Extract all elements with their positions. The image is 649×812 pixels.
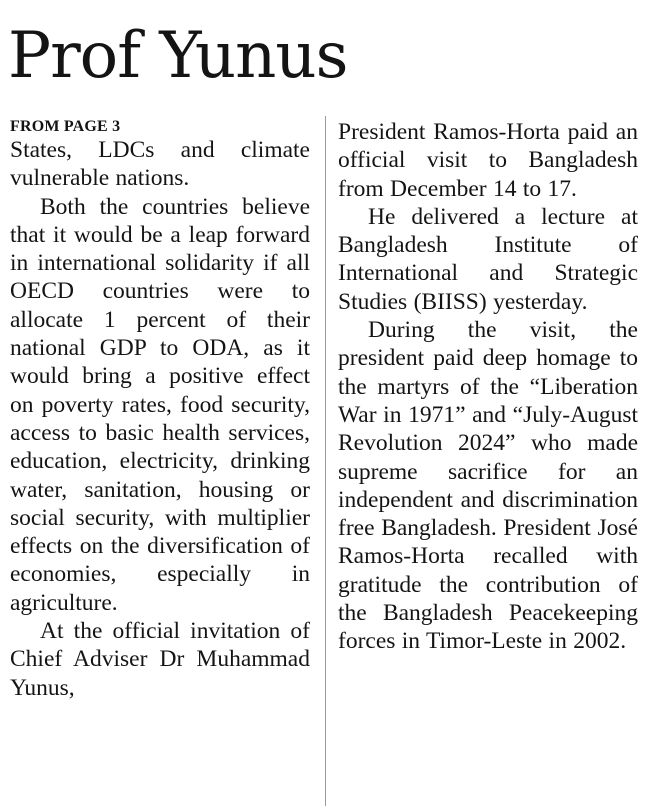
paragraph-visit: President Ramos-Horta paid an official visit to Bangladesh from December 14 to 17.: [338, 119, 638, 202]
right-column: [338, 118, 638, 656]
paragraph-homage: During the visit, the president paid deep homage to the martyrs of the “Liberation War in 1971” and “July-August Revolution 2024” who made supreme sacrifice for an independent and discrimination free Bangladesh. President José Ramos-Horta recalled with gratitude the contribution of the Bangladesh Peacekeeping forces in Timor-Leste in 2002.: [338, 317, 638, 655]
left-column: [10, 118, 310, 702]
paragraph-oecd: Both the countries believe that it would be a leap forward in international solidarity if all OECD countries were to allocate 1 percent of their national GDP to ODA, as it would bring a positive effect on poverty rates, food security, access to basic health services, education, electricity, drinking water, sanitation, housing or social security, with multiplier effects on the diversification of economies, especially in agriculture.: [10, 193, 310, 616]
paragraph-invitation: At the official invitation of Chief Adviser Dr Muhammad Yunus,: [10, 618, 310, 701]
jump-label: FROM PAGE 3: [10, 118, 121, 135]
paragraph-continuation: States, LDCs and climate vulnerable nations.: [10, 137, 310, 192]
column-divider: [325, 116, 326, 806]
headline: Prof Yunus: [8, 19, 348, 93]
paragraph-lecture: He delivered a lecture at Bangladesh Institute of International and Strategic Studies (BIISS) yesterday.: [338, 203, 638, 315]
